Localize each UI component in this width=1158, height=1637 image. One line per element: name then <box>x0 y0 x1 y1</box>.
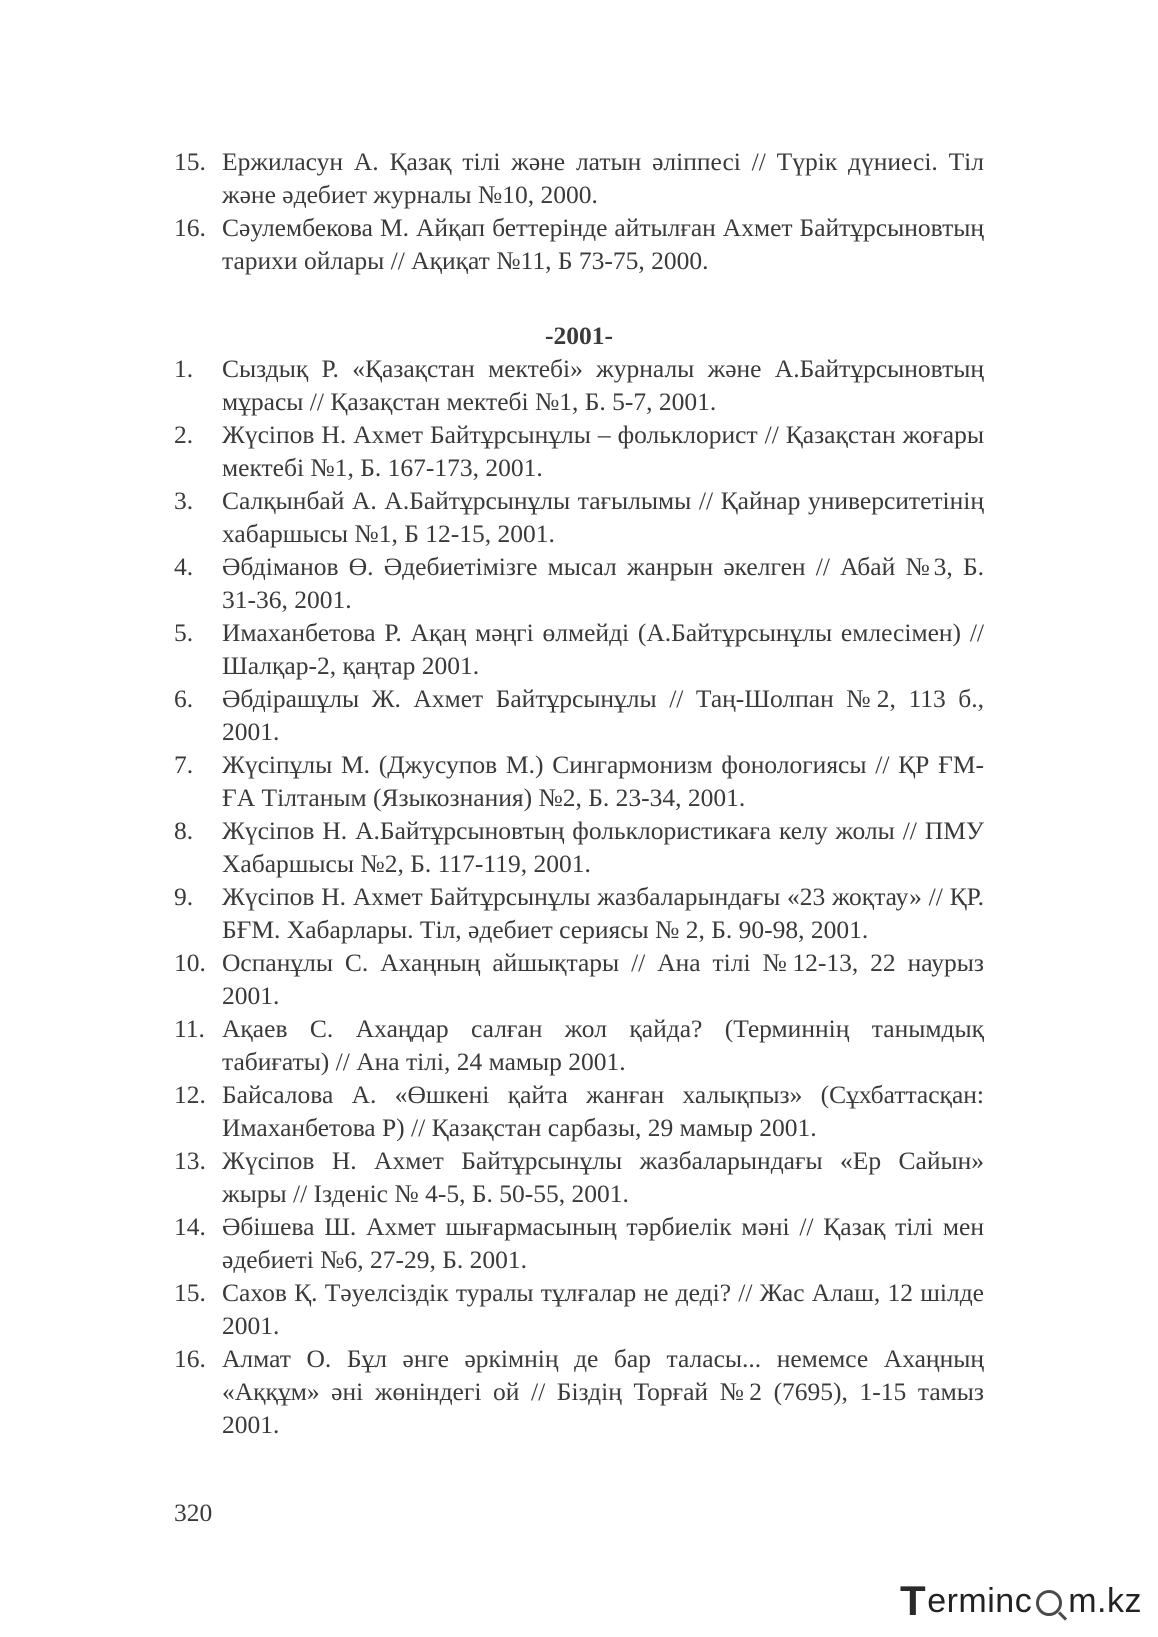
entry-text: Сахов Қ. Тәуелсіздік туралы тұлғалар не деді? // Жас Алаш, 12 шілде 2001. <box>222 1278 984 1340</box>
list-item <box>174 352 984 418</box>
entry-text: Байсалова А. «Өшкені қайта жанған халықпыз» (Сұхбаттасқан: Имаханбетова Р) // Қазақстан сарбазы, 29 мамыр 2001. <box>222 1080 984 1142</box>
watermark-text-end: m.kz <box>1068 1581 1142 1620</box>
list-item <box>174 211 984 277</box>
list-item <box>174 145 984 211</box>
entry-number: 16. <box>174 1344 206 1373</box>
list-item <box>174 1342 984 1441</box>
entry-text: Ержиласун А. Қазақ тілі және латын әліппесі // Түрік дүниесі. Тіл және әдебиет журналы №10, 2000. <box>222 147 984 209</box>
list-item <box>174 880 984 946</box>
entries-2000-continued <box>174 145 984 277</box>
entry-text: Жүсіпов Н. Ахмет Байтұрсынұлы жазбаларындағы «Ер Сайын» жыры // Ізденіс № 4-5, Б. 50-55, 2001. <box>222 1146 984 1208</box>
entry-text: Оспанұлы С. Ахаңның айшықтары // Ана тілі №12-13, 22 наурыз 2001. <box>222 948 984 1010</box>
entry-text: Әбдіманов Ө. Әдебиетімізге мысал жанрын әкелген // Абай №3, Б. 31-36, 2001. <box>222 552 984 614</box>
list-item <box>174 682 984 748</box>
entry-number: 2. <box>174 420 194 449</box>
year-heading: -2001- <box>545 321 613 350</box>
entry-number: 4. <box>174 552 194 581</box>
entry-text: Жүсіпов Н. Ахмет Байтұрсынұлы – фольклорист // Қазақстан жоғары мектебі №1, Б. 167-173, 2001. <box>222 420 984 482</box>
list-item <box>174 814 984 880</box>
entries-2001 <box>174 352 984 1441</box>
list-item <box>174 1078 984 1144</box>
entry-text: Әбдірашұлы Ж. Ахмет Байтұрсынұлы // Таң-Шолпан №2, 113 б., 2001. <box>222 684 984 746</box>
entry-number: 8. <box>174 816 194 845</box>
entry-text: Салқынбай А. А.Байтұрсынұлы тағылымы // Қайнар университетінің хабаршысы №1, Б 12-15, 2001. <box>222 486 984 548</box>
watermark-logo <box>900 1577 1142 1625</box>
list-item <box>174 1144 984 1210</box>
entry-number: 16. <box>174 213 206 242</box>
entry-number: 10. <box>174 948 206 977</box>
entry-text: Сыздық Р. «Қазақстан мектебі» журналы және А.Байтұрсыновтың мұрасы // Қазақстан мектебі №1, Б. 5-7, 2001. <box>222 354 984 416</box>
list-item <box>174 946 984 1012</box>
watermark-text-middle: erminc <box>927 1581 1033 1620</box>
entry-number: 9. <box>174 882 194 911</box>
entry-number: 15. <box>174 1278 206 1307</box>
list-item <box>174 484 984 550</box>
entry-number: 3. <box>174 486 194 515</box>
list-item <box>174 418 984 484</box>
list-item <box>174 1276 984 1342</box>
list-item <box>174 1210 984 1276</box>
entry-number: 15. <box>174 147 206 176</box>
list-item <box>174 616 984 682</box>
entry-text: Имаханбетова Р. Ақаң мәңгі өлмейді (А.Байтұрсынұлы емлесімен) // Шалқар-2, қаңтар 2001. <box>222 618 984 680</box>
entry-number: 7. <box>174 750 194 779</box>
entry-number: 13. <box>174 1146 206 1175</box>
entry-number: 12. <box>174 1080 206 1109</box>
entry-text: Жүсіпов Н. Ахмет Байтұрсынұлы жазбаларындағы «23 жоқтау» // ҚР. БҒМ. Хабарлары. Тіл, әдебиет сериясы № 2, Б. 90-98, 2001. <box>222 882 984 944</box>
page-number: 320 <box>174 1498 213 1527</box>
list-item <box>174 1012 984 1078</box>
entry-text: Жүсіпұлы М. (Джусупов М.) Сингармонизм фонологиясы // ҚР ҒМ-ҒА Тілтаным (Языкознания) №2, Б. 23-34, 2001. <box>222 750 984 812</box>
watermark-initial: T <box>900 1577 927 1624</box>
list-item <box>174 550 984 616</box>
entry-text: Сәулембекова М. Айқап беттерінде айтылған Ахмет Байтұрсыновтың тарихи ойлары // Ақиқат №11, Б 73-75, 2000. <box>222 213 984 275</box>
entry-text: Әбішева Ш. Ахмет шығармасының тәрбиелік мәні // Қазақ тілі мен әдебиеті №6, 27-29, Б. 2001. <box>222 1212 984 1274</box>
entry-text: Ақаев С. Ахаңдар салған жол қайда? (Терминнің танымдық табиғаты) // Ана тілі, 24 мамыр 2001. <box>222 1014 984 1076</box>
entry-number: 5. <box>174 618 194 647</box>
list-item <box>174 748 984 814</box>
entry-number: 11. <box>174 1014 205 1043</box>
entry-number: 6. <box>174 684 194 713</box>
entry-number: 1. <box>174 354 194 383</box>
magnifier-icon <box>1036 1590 1062 1616</box>
entry-number: 14. <box>174 1212 206 1241</box>
entry-text: Алмат О. Бұл әнге әркімнің де бар таласы... немемсе Ахаңның «Аққұм» әні жөніндегі ой // Біздің Торғай №2 (7695), 1-15 тамыз 2001. <box>222 1344 984 1439</box>
entry-text: Жүсіпов Н. А.Байтұрсыновтың фольклористикаға келу жолы // ПМУ Хабаршысы №2, Б. 117-119, 2001. <box>222 816 984 878</box>
